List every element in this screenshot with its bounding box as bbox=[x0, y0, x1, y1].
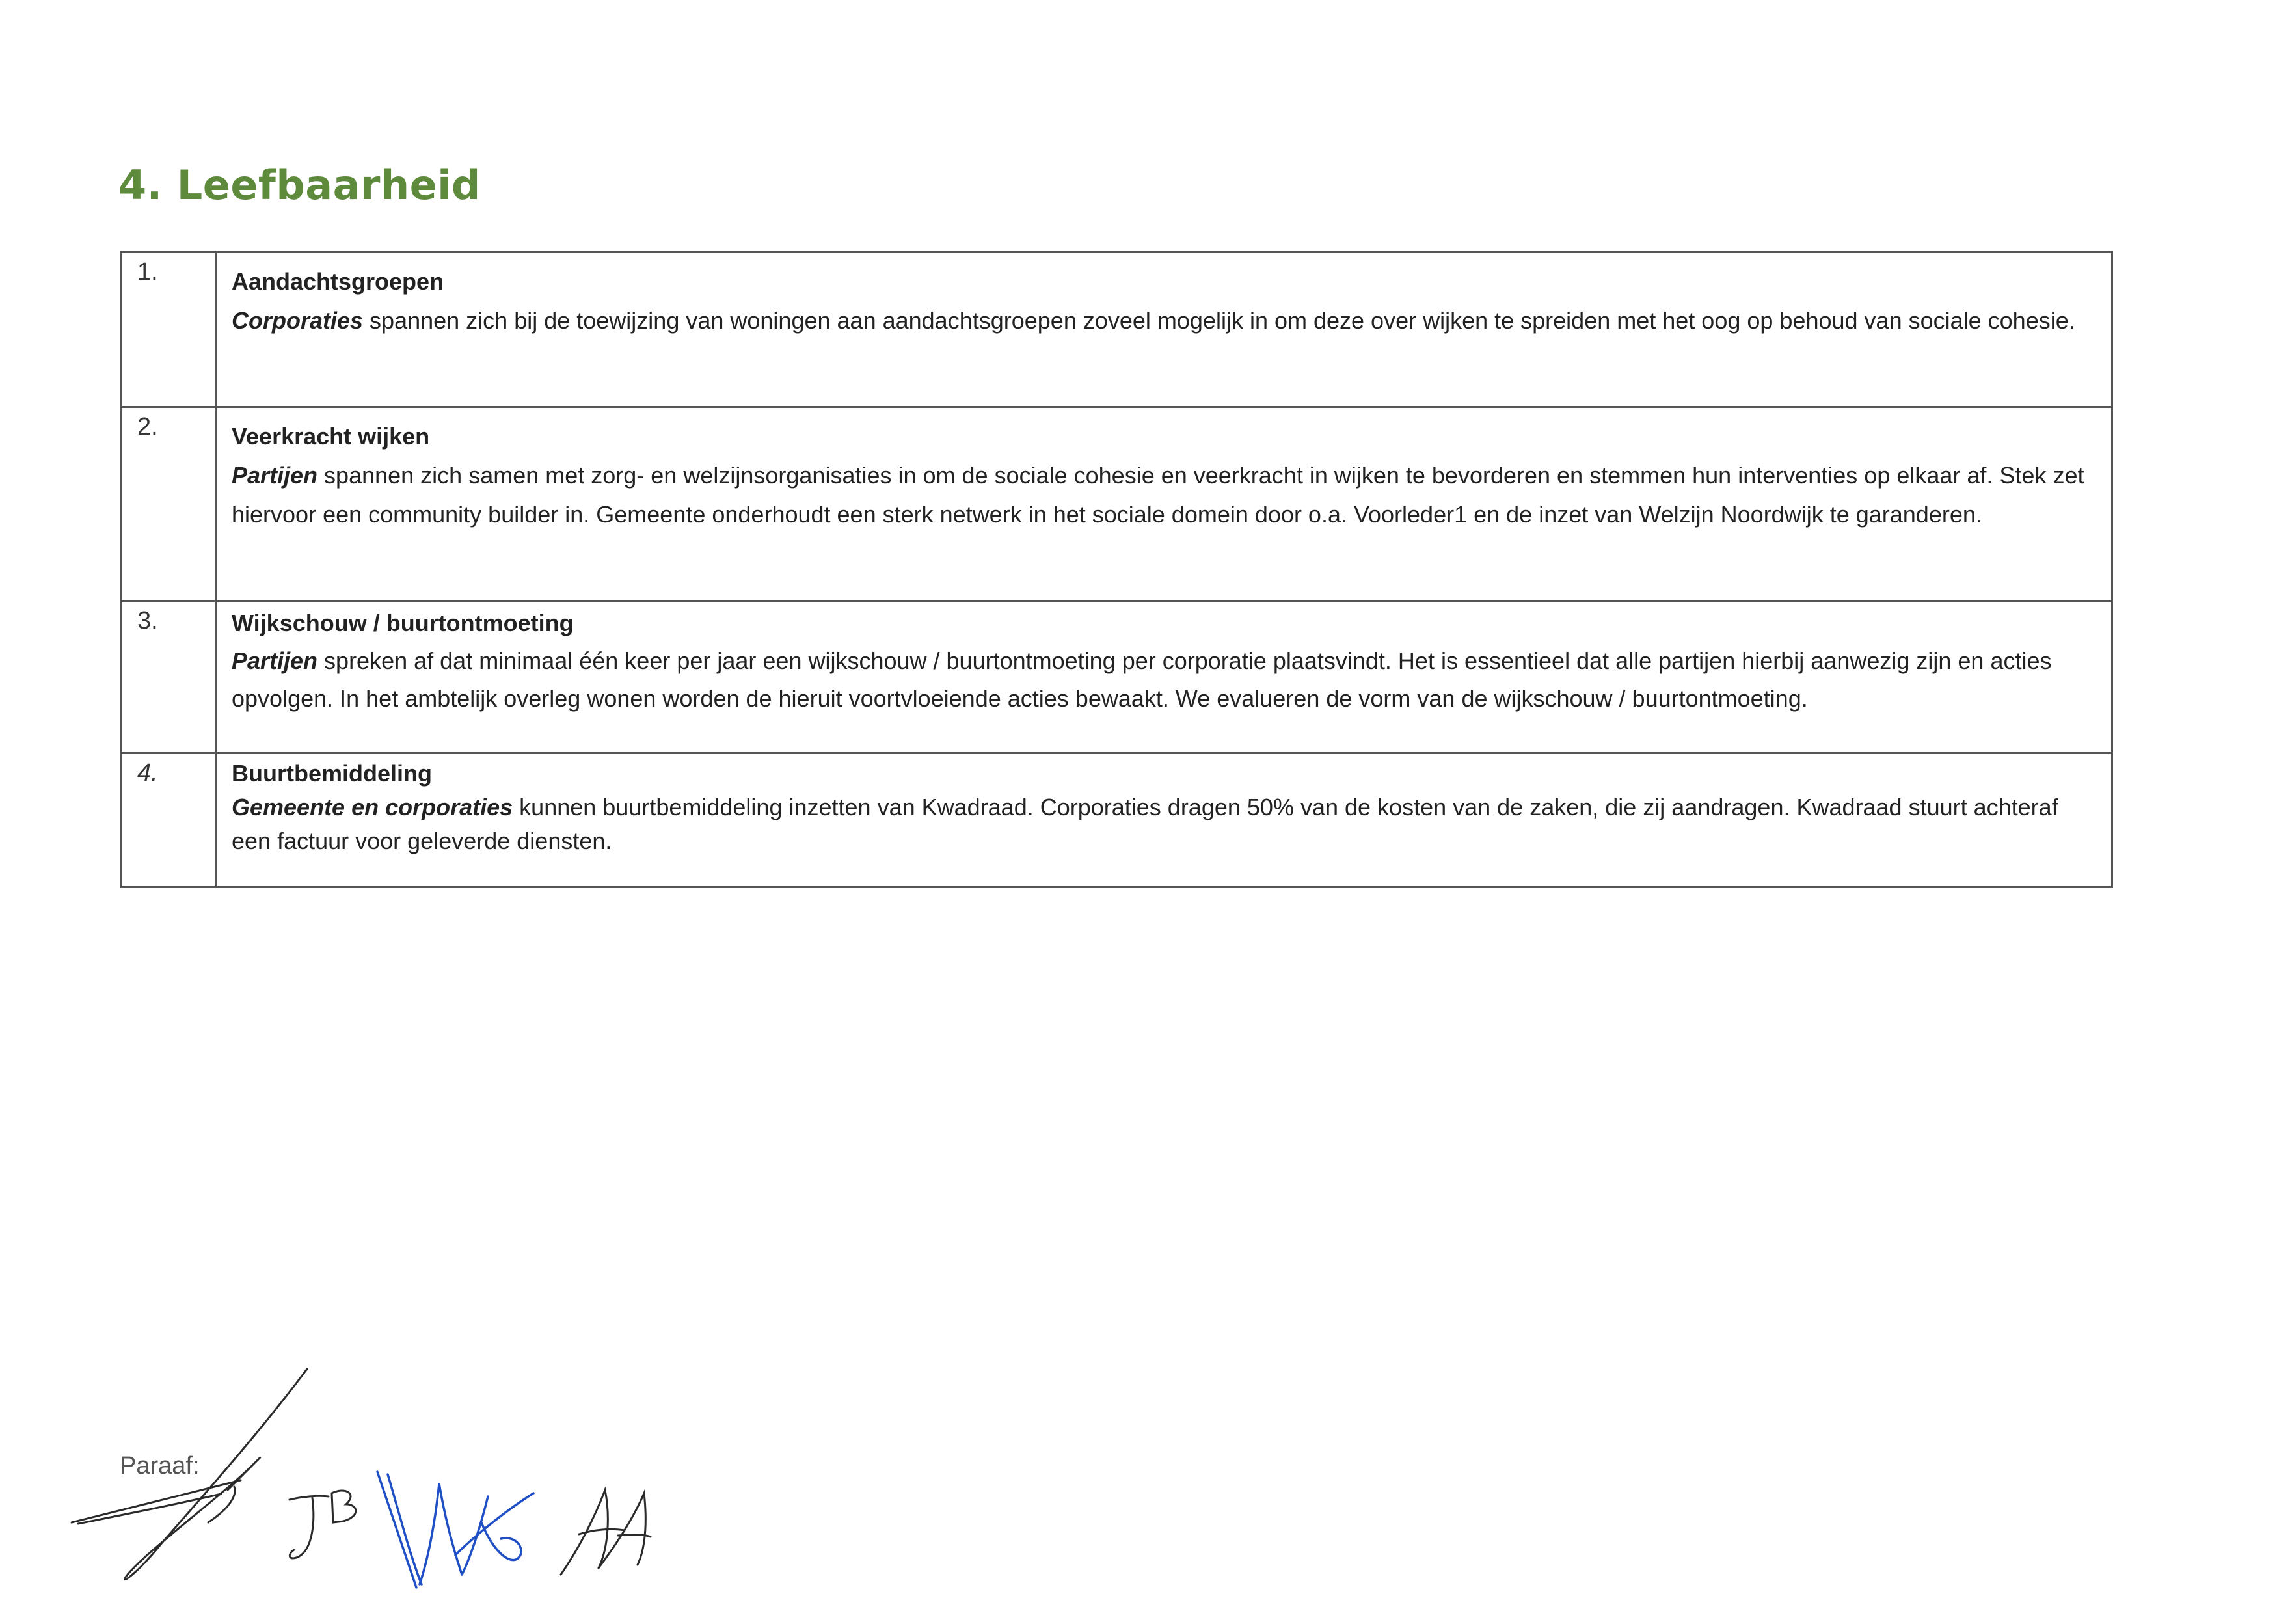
item-content bbox=[217, 407, 2112, 601]
item-text: spannen zich bij de toewijzing van woningen aan aandachtsgroepen zoveel mogelijk in om deze over wijken te spreiden met het oog op behoud van sociale cohesie. bbox=[363, 307, 2075, 334]
item-number: 2. bbox=[121, 407, 217, 601]
page-title: 4. Leefbaarheid bbox=[118, 161, 481, 209]
table-row bbox=[121, 753, 2112, 887]
signatures bbox=[65, 1360, 664, 1607]
table-row bbox=[121, 407, 2112, 601]
item-text: kunnen buurtbemiddeling inzetten van Kwadraad. Corporaties dragen 50% van de kosten van de zaken, die zij aandragen. Kwadraad stuurt achteraf een factuur voor geleverde diensten. bbox=[232, 794, 2058, 854]
item-text: spreken af dat minimaal één keer per jaar een wijkschouw / buurtontmoeting per corporatie plaatsvindt. Het is essentieel dat alle partijen hierbij aanwezig zijn en acties opvolgen. In het ambtelijk overleg wonen worden de hieruit voortvloeiende acties bewaakt. We evalueren de vorm van de wijkschouw / buurtontmoeting. bbox=[232, 647, 2052, 712]
item-body bbox=[232, 301, 2098, 340]
item-content bbox=[217, 601, 2112, 753]
item-text: spannen zich samen met zorg- en welzijnsorganisaties in om de sociale cohesie en veerkracht in wijken te bevorderen en stemmen hun interventies op elkaar af. Stek zet hiervoor een community builder in. Gemeente onderhoudt een sterk netwerk in het sociale domein door o.a. Voorleder1 en de inzet van Welzijn Noordwijk te garanderen. bbox=[232, 462, 2084, 528]
signature-initial-4 bbox=[561, 1490, 651, 1575]
item-title: Buurtbemiddeling bbox=[232, 760, 432, 787]
item-content bbox=[217, 753, 2112, 887]
item-content bbox=[217, 252, 2112, 407]
item-lead: Corporaties bbox=[232, 307, 364, 334]
item-lead: Partijen bbox=[232, 462, 318, 489]
item-title: Wijkschouw / buurtontmoeting bbox=[232, 610, 574, 636]
item-body bbox=[232, 642, 2098, 718]
paraaf-label: Paraaf: bbox=[120, 1452, 200, 1480]
signature-initial-3 bbox=[377, 1472, 533, 1588]
table-row bbox=[121, 601, 2112, 753]
item-body bbox=[232, 791, 2098, 858]
item-title: Aandachtsgroepen bbox=[232, 268, 444, 295]
table-row bbox=[121, 252, 2112, 407]
item-title: Veerkracht wijken bbox=[232, 423, 430, 450]
signature-initial-1 bbox=[72, 1369, 307, 1580]
signature-initial-2 bbox=[290, 1491, 356, 1558]
item-number: 4. bbox=[121, 753, 217, 887]
agreements-table bbox=[120, 251, 2113, 888]
item-lead: Partijen bbox=[232, 647, 318, 674]
item-number: 3. bbox=[121, 601, 217, 753]
item-body bbox=[232, 456, 2098, 534]
item-number: 1. bbox=[121, 252, 217, 407]
item-lead: Gemeente en corporaties bbox=[232, 794, 513, 820]
